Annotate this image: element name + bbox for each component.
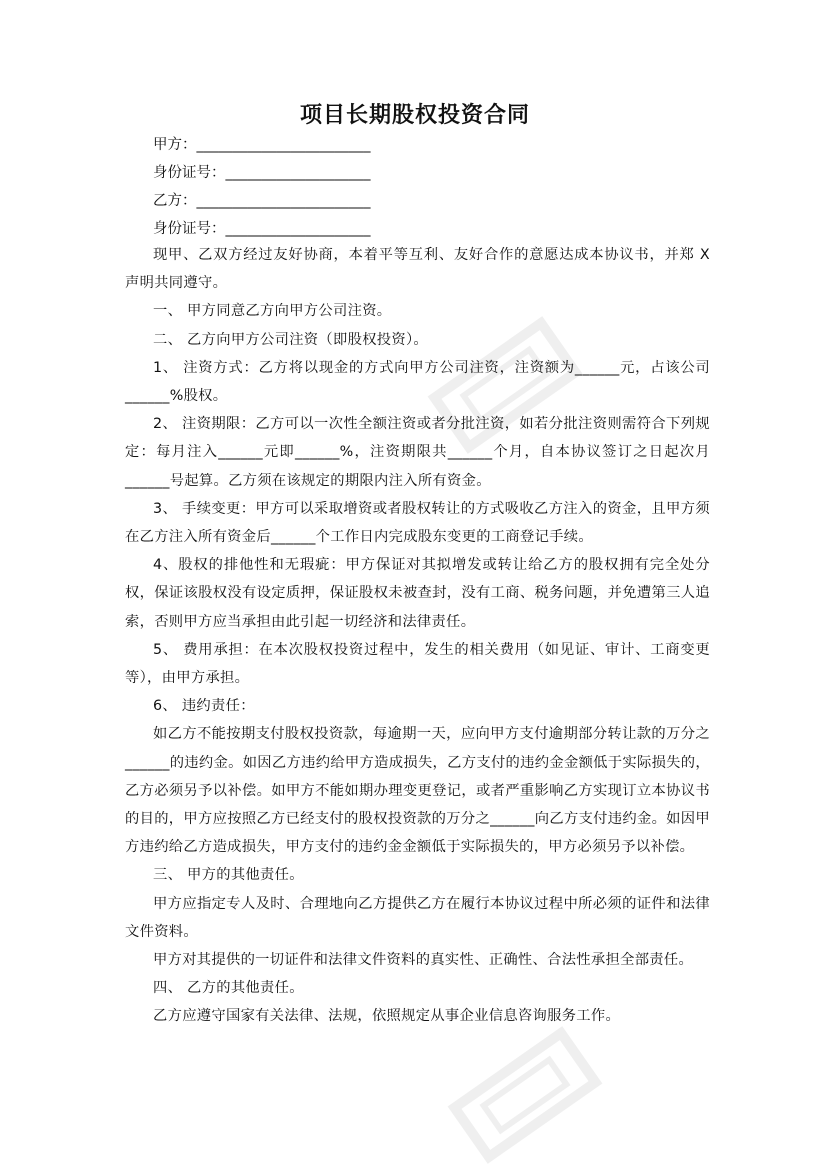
clause-paragraph: 甲方对其提供的一切证件和法律文件资料的真实性、正确性、合法性承担全部责任。 <box>153 952 694 969</box>
party-a-line: 甲方：________________________ <box>153 137 371 153</box>
clause-paragraph: 2、 注资期限：乙方可以一次性全额注资或者分批注资，如若分批注资则需符合下列规定：每月注入______元即______%，注资期限共______个月，自本协议签订之日起次月______号起算。乙方须在该规定的期限内注入所有资金。 <box>125 416 710 489</box>
watermark-icon <box>440 1020 610 1170</box>
party-a-id-line: 身份证号：____________________ <box>153 165 371 181</box>
clause-paragraph: 4、股权的排他性和无瑕疵：甲方保证对其拟增发或转让给乙方的股权拥有完全处分权，保证该股权没有设定质押，保证股权未被查封，没有工商、税务问题，并免遭第三人追索，否则甲方应当承担由此引起一切经济和法律责任。 <box>125 557 710 630</box>
clause-paragraph: 5、 费用承担：在本次股权投资过程中，发生的相关费用（如见证、审计、工商变更等），由甲方承担。 <box>125 641 710 687</box>
party-b-line: 乙方：________________________ <box>153 193 371 209</box>
contract-body <box>125 241 710 1031</box>
clause-paragraph: 6、 违约责任： <box>153 698 255 715</box>
clause-paragraph: 乙方应遵守国家有关法律、法规，依照规定从事企业信息咨询服务工作。 <box>153 1008 621 1025</box>
document-title: 项目长期股权投资合同 <box>299 103 530 128</box>
section-heading: 二、 乙方向甲方公司注资（即股权投资）。 <box>153 331 429 348</box>
section-heading: 三、 甲方的其他责任。 <box>153 867 304 884</box>
clause-paragraph: 1、 注资方式：乙方将以现金的方式向甲方公司注资，注资额为______元，占该公司______%股权。 <box>125 359 710 405</box>
section-heading: 一、 甲方同意乙方向甲方公司注资。 <box>153 303 392 320</box>
party-b-id-line: 身份证号：____________________ <box>153 221 371 237</box>
section-heading: 四、 乙方的其他责任。 <box>153 980 304 997</box>
clause-paragraph: 如乙方不能按期支付股权投资款，每逾期一天，应向甲方支付逾期部分转让款的万分之______的违约金。如因乙方违约给甲方造成损失，乙方支付的违约金金额低于实际损失的，乙方必须另予以补偿。如甲方不能如期办理变更登记，或者严重影响乙方实现订立本协议书的目的，甲方应按照乙方已经支付的股权投资款的万分之______向乙方支付违约金。如因甲方违约给乙方造成损失，甲方支付的违约金金额低于实际损失的，甲方必须另予以补偿。 <box>125 726 710 856</box>
preamble-paragraph: 现甲、乙双方经过友好协商，本着平等互利、友好合作的意愿达成本协议书，并郑 X 声明共同遵守。 <box>125 247 710 292</box>
clause-paragraph: 3、 手续变更：甲方可以采取增资或者股权转让的方式吸收乙方注入的资金，且甲方须在乙方注入所有资金后______个工作日内完成股东变更的工商登记手续。 <box>125 500 710 546</box>
clause-paragraph: 甲方应指定专人及时、合理地向乙方提供乙方在履行本协议过程中所必须的证件和法律文件资料。 <box>125 895 710 940</box>
